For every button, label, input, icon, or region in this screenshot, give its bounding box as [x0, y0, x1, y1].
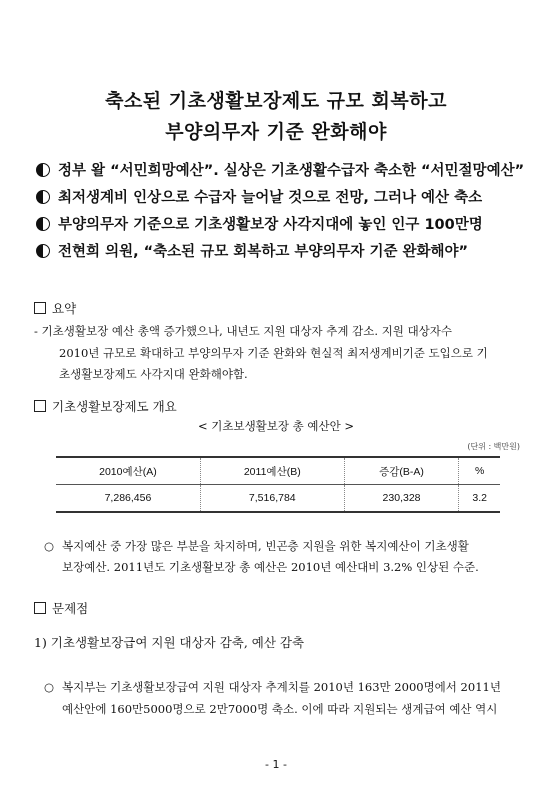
summary-line: - 기초생활보장 예산 총액 증가했으나, 내년도 지원 대상자 추계 감소. 지원 대상자수 [34, 324, 453, 338]
summary-line: 초생활보장제도 사각지대 완화해야함. [59, 367, 248, 381]
table-unit-note: (단위 : 백만원) [467, 442, 520, 451]
section-heading-overview [34, 397, 177, 415]
table-header-row [56, 457, 500, 485]
document-title-line-2: 부양의무자 기준 완화해야 [165, 121, 387, 143]
key-point-text: 최저생계비 인상으로 수급자 늘어날 것으로 전망, 그러나 예산 축소 [58, 190, 483, 206]
key-point-text: 전현희 의원, “축소된 규모 회복하고 부양의무자 기준 완화해야” [58, 244, 469, 260]
note-line [44, 536, 524, 557]
key-point-text: 부양의무자 기준으로 기초생활보장 사각지대에 놓인 인구 100만명 [58, 217, 483, 233]
key-point-text: 정부 왈 “서민희망예산”. 실상은 기초생활수급자 축소한 “서민절망예산” [58, 163, 525, 179]
circle-bullet-icon: ○ [44, 680, 55, 694]
problem-line: 예산안에 160만5000명으로 2만7000명 축소. 이에 따라 지원되는 생계급여 예산 역시 [62, 702, 498, 716]
problem-line [44, 676, 524, 698]
section-heading-text: 기초생활보장제도 개요 [52, 399, 177, 414]
half-circle-bullet-icon [36, 217, 50, 231]
table-header-cell: 2010예산(A) [56, 457, 200, 485]
table-caption: < 기초보생활보장 총 예산안 > [197, 419, 355, 433]
note-line: 보장예산. 2011년도 기초생활보장 총 예산은 2010년 예산대비 3.2% 인상된 수준. [62, 560, 479, 574]
budget-note-paragraph [44, 536, 524, 578]
square-bullet-icon [34, 400, 46, 412]
page-number: - 1 - [265, 758, 287, 771]
table-header-cell: % [459, 457, 500, 485]
table-cell: 3.2 [459, 485, 500, 513]
key-points-list [36, 156, 536, 264]
summary-paragraph [34, 321, 524, 386]
key-point [36, 183, 536, 210]
square-bullet-icon [34, 302, 46, 314]
note-line-text: 복지예산 중 가장 많은 부분을 차지하며, 빈곤층 지원을 위한 복지예산이 기초생활 [62, 539, 469, 553]
problem-line-text: 복지부는 기초생활보장급여 지원 대상자 추계치를 2010년 163만 2000명에서 2011년 [62, 680, 501, 694]
table-cell: 7,516,784 [200, 485, 344, 513]
section-heading-summary [34, 299, 76, 317]
section-heading-text: 문제점 [52, 601, 89, 616]
key-point [36, 156, 536, 183]
table-cell: 230,328 [344, 485, 459, 513]
document-title-line-1: 축소된 기초생활보장제도 규모 회복하고 [105, 90, 447, 112]
table-row [56, 485, 500, 513]
half-circle-bullet-icon [36, 163, 50, 177]
problem-subheading: 1) 기초생활보장급여 지원 대상자 감축, 예산 감축 [34, 635, 305, 650]
half-circle-bullet-icon [36, 244, 50, 258]
budget-table [56, 456, 500, 513]
half-circle-bullet-icon [36, 190, 50, 204]
key-point [36, 237, 536, 264]
square-bullet-icon [34, 602, 46, 614]
summary-line: 2010년 규모로 확대하고 부양의무자 기준 완화와 현실적 최저생계비기준 도입으로 기 [59, 345, 488, 360]
key-point [36, 210, 536, 237]
problem-paragraph [44, 676, 524, 720]
section-heading-text: 요약 [52, 301, 77, 316]
circle-bullet-icon: ○ [44, 539, 55, 553]
section-heading-problems [34, 599, 88, 617]
table-header-cell: 2011예산(B) [200, 457, 344, 485]
table-cell: 7,286,456 [56, 485, 200, 513]
table-header-cell: 증감(B-A) [344, 457, 459, 485]
